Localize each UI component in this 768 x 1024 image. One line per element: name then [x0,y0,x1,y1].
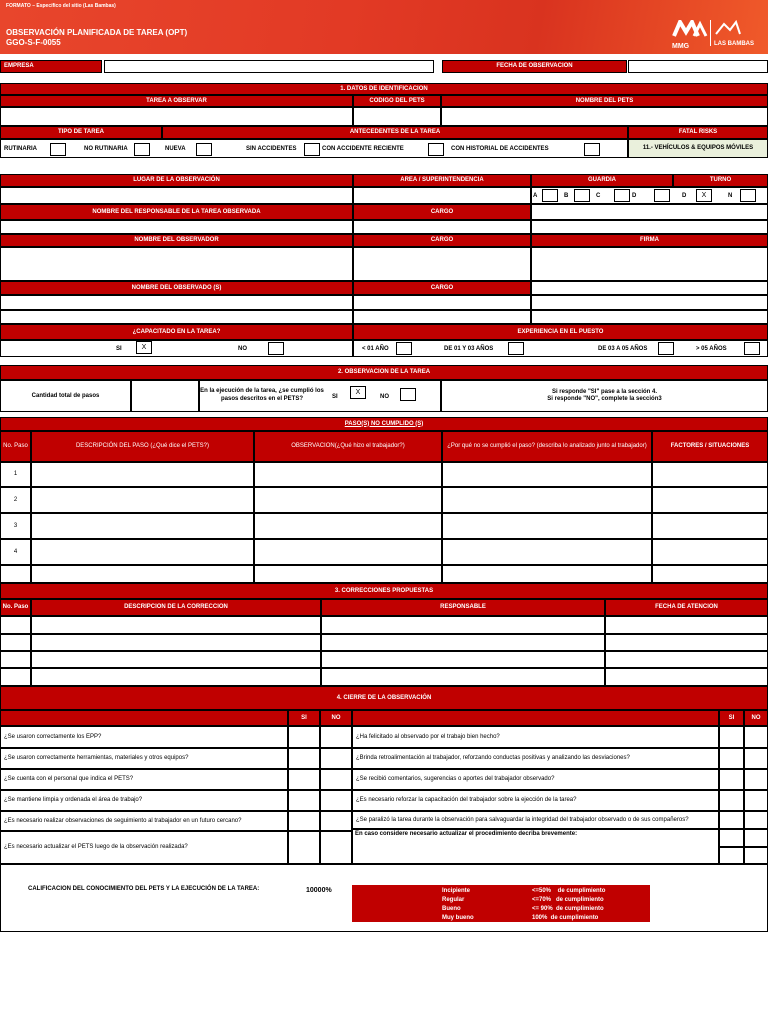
s4-left-q6: ¿Es necesario actualizar el PETS luego de la observación realizada? [0,831,288,864]
responsable-label: NOMBRE DEL RESPONSABLE DE LA TAREA OBSERVADA [0,204,353,220]
s4-left-q5: ¿Es necesario realizar observaciones de seguimiento al trabajador en un futuro cercano? [0,811,288,831]
observados-cargo-input-1[interactable] [353,295,531,310]
con-accidente-label: CON ACCIDENTE RECIENTE [322,146,404,152]
s2-row-5-factores[interactable] [652,565,768,583]
area-label: AREA / SUPERINTENDENCIA [353,174,531,187]
s4-right-q3-no[interactable] [744,769,768,790]
s4-left-q3-si[interactable] [288,769,320,790]
s4-left-q4-no[interactable] [320,790,352,811]
s2-row-4-obs[interactable] [254,539,442,565]
rutinaria-checkbox[interactable] [50,143,66,156]
guardia-b-label: B [564,193,569,199]
responsable-cargo-label: CARGO [353,204,531,220]
s4-right-q2-no[interactable] [744,748,768,769]
s4-left-q1-no[interactable] [320,726,352,748]
s2-row-1-porque[interactable] [442,462,652,487]
observados-cargo-label: CARGO [353,281,531,295]
turno-d-checkbox[interactable]: X [696,189,712,202]
s3-col-fecha: FECHA DE ATENCION [605,599,768,616]
s3-row-3-fecha[interactable] [605,651,768,668]
s2-row-2-obs[interactable] [254,487,442,513]
s4-left-q3-no[interactable] [320,769,352,790]
tarea-label: TAREA A OBSERVAR [0,95,353,107]
s4-left-q1: ¿Se usaron correctamente los EPP? [0,726,288,748]
observador-cargo-input[interactable] [353,247,531,281]
exp4-label: > 05 AÑOS [696,346,727,352]
no-rutinaria-label: NO RUTINARIA [84,146,128,152]
s4-right-q5: ¿Se paralizó la tarea durante la observación para salvaguardar la integridad del trabajador observado o de sus compañeros? [352,811,719,829]
con-accidente-checkbox[interactable] [428,143,444,156]
sin-accidentes-label: SIN ACCIDENTES [246,146,297,152]
s2-row-2-num: 2 [0,487,31,513]
firma-label: FIRMA [531,234,768,247]
s2-row-5-obs[interactable] [254,565,442,583]
capacitado-si-checkbox[interactable]: X [136,341,152,354]
s3-row-4-paso[interactable] [0,668,31,686]
exp3-checkbox[interactable] [658,342,674,355]
s2-row-5-num [0,565,31,583]
guardia-c-checkbox[interactable] [614,189,630,202]
cumplio-no-label: NO [380,394,389,400]
observados-extra-1[interactable] [531,295,768,310]
s2-col-observacion: OBSERVACION(¿Qué hizo el trabajador?) [254,431,442,462]
s3-row-4-resp[interactable] [321,668,605,686]
capacitado-no-checkbox[interactable] [268,342,284,355]
exp2-checkbox[interactable] [508,342,524,355]
s2-row-5-desc[interactable] [31,565,254,583]
s2-row-1-num: 1 [0,462,31,487]
guardia-b-checkbox[interactable] [574,189,590,202]
empresa-label: EMPRESA [0,60,102,73]
observador-input[interactable] [0,247,353,281]
capacitado-row [0,340,353,357]
s2-col-porque: ¿Por qué no se cumplió el paso? (describa lo analizado junto al trabajador) [442,431,652,462]
s4-right-q4-no[interactable] [744,790,768,811]
exp2-label: DE 01 Y 03 AÑOS [444,346,494,352]
responsable-input[interactable] [0,220,353,234]
con-historial-label: CON HISTORIAL DE ACCIDENTES [451,146,549,152]
tarea-input[interactable] [0,107,353,126]
s3-col-descripcion: DESCRIPCION DE LA CORRECCION [31,599,321,616]
guardia-a-label: A [533,193,538,199]
s4-update-note: En caso considere necesario actualizar el procedimiento decriba brevemente: [355,831,578,837]
s2-row-2-porque[interactable] [442,487,652,513]
guardia-label: GUARDIA [531,174,673,187]
capacitado-no-label: NO [238,346,247,352]
fecha-label: FECHA DE OBSERVACION [442,60,627,73]
incumplidos-title [0,417,768,431]
exp4-checkbox[interactable] [744,342,760,355]
s4-right-q1-si[interactable] [719,726,744,748]
nombre-pets-input[interactable] [441,107,768,126]
tipo-label: TIPO DE TAREA [0,126,162,139]
turno-label: TURNO [673,174,768,187]
responsable-extra[interactable] [531,204,768,220]
s4-right-no-header: NO [744,710,768,726]
exp1-label: < 01 AÑO [362,346,389,352]
s3-row-2-resp[interactable] [321,634,605,651]
lasbambas-logo [714,20,762,46]
cumplio-note-1: Si responde "SI" pase a la sección 4. [551,389,658,395]
codigo-label: CODIGO DEL PETS [353,95,441,107]
calificacion-label: CALIFICACION DEL CONOCIMIENTO DEL PETS Y LA EJECUCIÓN DE LA TAREA: [28,886,260,892]
s4-right-q2-si[interactable] [719,748,744,769]
s3-row-1-resp[interactable] [321,616,605,634]
mmg-logo-icon [672,20,708,38]
level-3-name: Bueno [442,906,461,912]
s2-col-factores: FACTORES / SITUACIONES [652,431,768,462]
observados-extra-2[interactable] [531,310,768,324]
observados-cargo-input-2[interactable] [353,310,531,324]
cumplio-note [441,380,768,412]
cumplio-question: En la ejecución de la tarea, ¿se cumplió los pasos descritos en el PETS? [200,388,324,402]
s3-row-3-desc[interactable] [31,651,321,668]
nombre-pets-label: NOMBRE DEL PETS [441,95,768,107]
cantidad-label: Cantidad total de pasos [0,380,131,412]
experiencia-label: EXPERIENCIA EN EL PUESTO [353,324,768,340]
section4-title: 4. CIERRE DE LA OBSERVACIÓN [0,686,768,710]
page-title: OBSERVACIÓN PLANIFICADA DE TAREA (OPT) [6,28,188,37]
guardia-d-checkbox[interactable] [654,189,670,202]
s2-row-3-porque[interactable] [442,513,652,539]
mmg-logo [672,20,708,50]
s4-right-q5-no[interactable] [744,811,768,829]
s4-header-right [352,710,719,726]
s4-update-box[interactable] [352,829,719,864]
s4-header-left [0,710,288,726]
logo-divider [710,20,711,46]
guardia-c-label: C [596,193,601,199]
s3-row-4-fecha[interactable] [605,668,768,686]
observador-cargo-label: CARGO [353,234,531,247]
s4-left-si-header: SI [288,710,320,726]
lasbambas-logo-text: LAS BAMBAS [714,41,754,47]
cantidad-input[interactable] [131,380,199,412]
s2-row-4-desc[interactable] [31,539,254,565]
s4-left-q6-si[interactable] [288,831,320,864]
s4-update-si[interactable] [719,829,744,847]
observados-label: NOMBRE DEL OBSERVADO (S) [0,281,353,295]
s4-left-q4: ¿Se mantiene limpia y ordenada el área de trabajo? [0,790,288,811]
s4-update-no-2[interactable] [744,847,768,864]
s2-row-2-desc[interactable] [31,487,254,513]
form-code: GGO-S-F-0055 [6,38,61,47]
s3-row-1-fecha[interactable] [605,616,768,634]
s4-right-q4-si[interactable] [719,790,744,811]
cumplio-si-checkbox[interactable]: X [350,386,366,399]
empresa-input[interactable] [104,60,434,73]
s4-left-q2-si[interactable] [288,748,320,769]
s3-col-paso: No. Paso [0,599,31,616]
cumplio-note-2: Si responde "NO", complete la sección3 [547,396,662,402]
guardia-a-checkbox[interactable] [542,189,558,202]
exp3-label: DE 03 A 05 AÑOS [598,346,648,352]
firma-input[interactable] [531,247,768,281]
exp1-checkbox[interactable] [396,342,412,355]
incumplidos-title-text: PASO(S) NO CUMPLIDO (S) [344,420,424,427]
fatal-value: 11.- VEHÍCULOS & EQUIPOS MÓVILES [628,139,768,158]
s4-update-si-2[interactable] [719,847,744,864]
con-historial-checkbox[interactable] [584,143,600,156]
s4-left-q5-no[interactable] [320,811,352,831]
s4-left-q2: ¿Se usaron correctamente herramientas, materiales y otros equipos? [0,748,288,769]
capacitado-si-label: SI [116,346,122,352]
s2-row-3-desc[interactable] [31,513,254,539]
s2-row-4-num: 4 [0,539,31,565]
nueva-label: NUEVA [165,146,186,152]
s4-right-q1-no[interactable] [744,726,768,748]
s2-row-2-factores[interactable] [652,487,768,513]
turno-n-label: N [728,193,733,199]
s3-row-2-paso[interactable] [0,634,31,651]
s4-left-q1-si[interactable] [288,726,320,748]
s3-row-2-fecha[interactable] [605,634,768,651]
s2-col-paso: No. Paso [0,431,31,462]
fatal-label: FATAL RISKS [628,126,768,139]
s4-right-q4: ¿Es necesario reforzar la capacitación del trabajador sobre la ejección de la tarea? [352,790,719,811]
s2-row-3-factores[interactable] [652,513,768,539]
sin-accidentes-checkbox[interactable] [304,143,320,156]
s4-right-q3: ¿Se recibió comentarios, sugerencias o aportes del trabajador observado? [352,769,719,790]
responsable-extra2[interactable] [531,220,768,234]
s4-right-si-header: SI [719,710,744,726]
section1-title: 1. DATOS DE IDENTIFICACION [0,83,768,95]
s2-row-4-factores[interactable] [652,539,768,565]
fecha-input[interactable] [628,60,768,73]
s4-left-q4-si[interactable] [288,790,320,811]
s2-row-3-obs[interactable] [254,513,442,539]
s2-row-1-factores[interactable] [652,462,768,487]
s4-left-no-header: NO [320,710,352,726]
s4-left-q6-no[interactable] [320,831,352,864]
mmg-logo-text: MMG [672,43,690,50]
observados-input-2[interactable] [0,310,353,324]
level-2-range: <=70% de cumplimiento [532,897,604,903]
calificacion-value: 10000% [306,887,332,894]
s4-right-q2: ¿Brinda retroalimentación al trabajador, reforzando conductas positivas y analizando las desviaciones? [352,748,719,769]
level-4-name: Muy bueno [442,915,474,921]
s3-row-2-desc[interactable] [31,634,321,651]
guardia-d-label: D [632,193,637,199]
cumplio-no-checkbox[interactable] [400,388,416,401]
section2-title: 2. OBSERVACION DE LA TAREA [0,365,768,380]
s2-row-1-obs[interactable] [254,462,442,487]
s2-row-5-porque[interactable] [442,565,652,583]
level-1-name: Incipiente [442,888,471,894]
lasbambas-logo-icon [714,20,742,36]
codigo-input[interactable] [353,107,441,126]
cumplio-si-label: SI [332,394,338,400]
s3-row-3-resp[interactable] [321,651,605,668]
s4-left-q2-no[interactable] [320,748,352,769]
turno-n-checkbox[interactable] [740,189,756,202]
observados-extra[interactable] [531,281,768,295]
level-4-range: 100% de cumplimiento [532,915,599,921]
level-1-range: <=50% de cumplimiento [532,888,606,894]
format-note: FORMATO – Específico del sitio (Las Bambas) [6,3,116,9]
rutinaria-label: RUTINARIA [4,146,37,152]
s3-row-1-desc[interactable] [31,616,321,634]
s2-row-1-desc[interactable] [31,462,254,487]
capacitado-label: ¿CAPACITADO EN LA TAREA? [0,324,353,340]
s4-update-no[interactable] [744,829,768,847]
s4-left-q3: ¿Se cuenta con el personal que indica el PETS? [0,769,288,790]
no-rutinaria-checkbox[interactable] [134,143,150,156]
level-3-range: <= 90% de cumplimiento [532,906,604,912]
s4-right-q5-si[interactable] [719,811,744,829]
responsable-cargo-input[interactable] [353,220,531,234]
turno-d-label: D [682,193,687,199]
lugar-input[interactable] [0,187,353,204]
s4-right-q3-si[interactable] [719,769,744,790]
s3-col-responsable: RESPONSABLE [321,599,605,616]
observados-input-1[interactable] [0,295,353,310]
level-2-name: Regular [442,897,465,903]
s3-row-1-paso[interactable] [0,616,31,634]
s3-row-4-desc[interactable] [31,668,321,686]
area-input[interactable] [353,187,531,204]
antecedentes-label: ANTECEDENTES DE LA TAREA [162,126,628,139]
nueva-checkbox[interactable] [196,143,212,156]
s2-col-descripcion: DESCRIPCIÓN DEL PASO (¿Qué dice el PETS?) [31,431,254,462]
s2-row-4-porque[interactable] [442,539,652,565]
calificacion-scale [352,885,650,922]
observador-label: NOMBRE DEL OBSERVADOR [0,234,353,247]
s2-row-3-num: 3 [0,513,31,539]
s3-row-3-paso[interactable] [0,651,31,668]
section3-title: 3. CORRECCIONES PROPUESTAS [0,583,768,599]
lugar-label: LUGAR DE LA OBSERVACIÓN [0,174,353,187]
s4-right-q1: ¿Ha felicitado al observado por el trabajo bien hecho? [352,726,719,748]
s4-left-q5-si[interactable] [288,811,320,831]
